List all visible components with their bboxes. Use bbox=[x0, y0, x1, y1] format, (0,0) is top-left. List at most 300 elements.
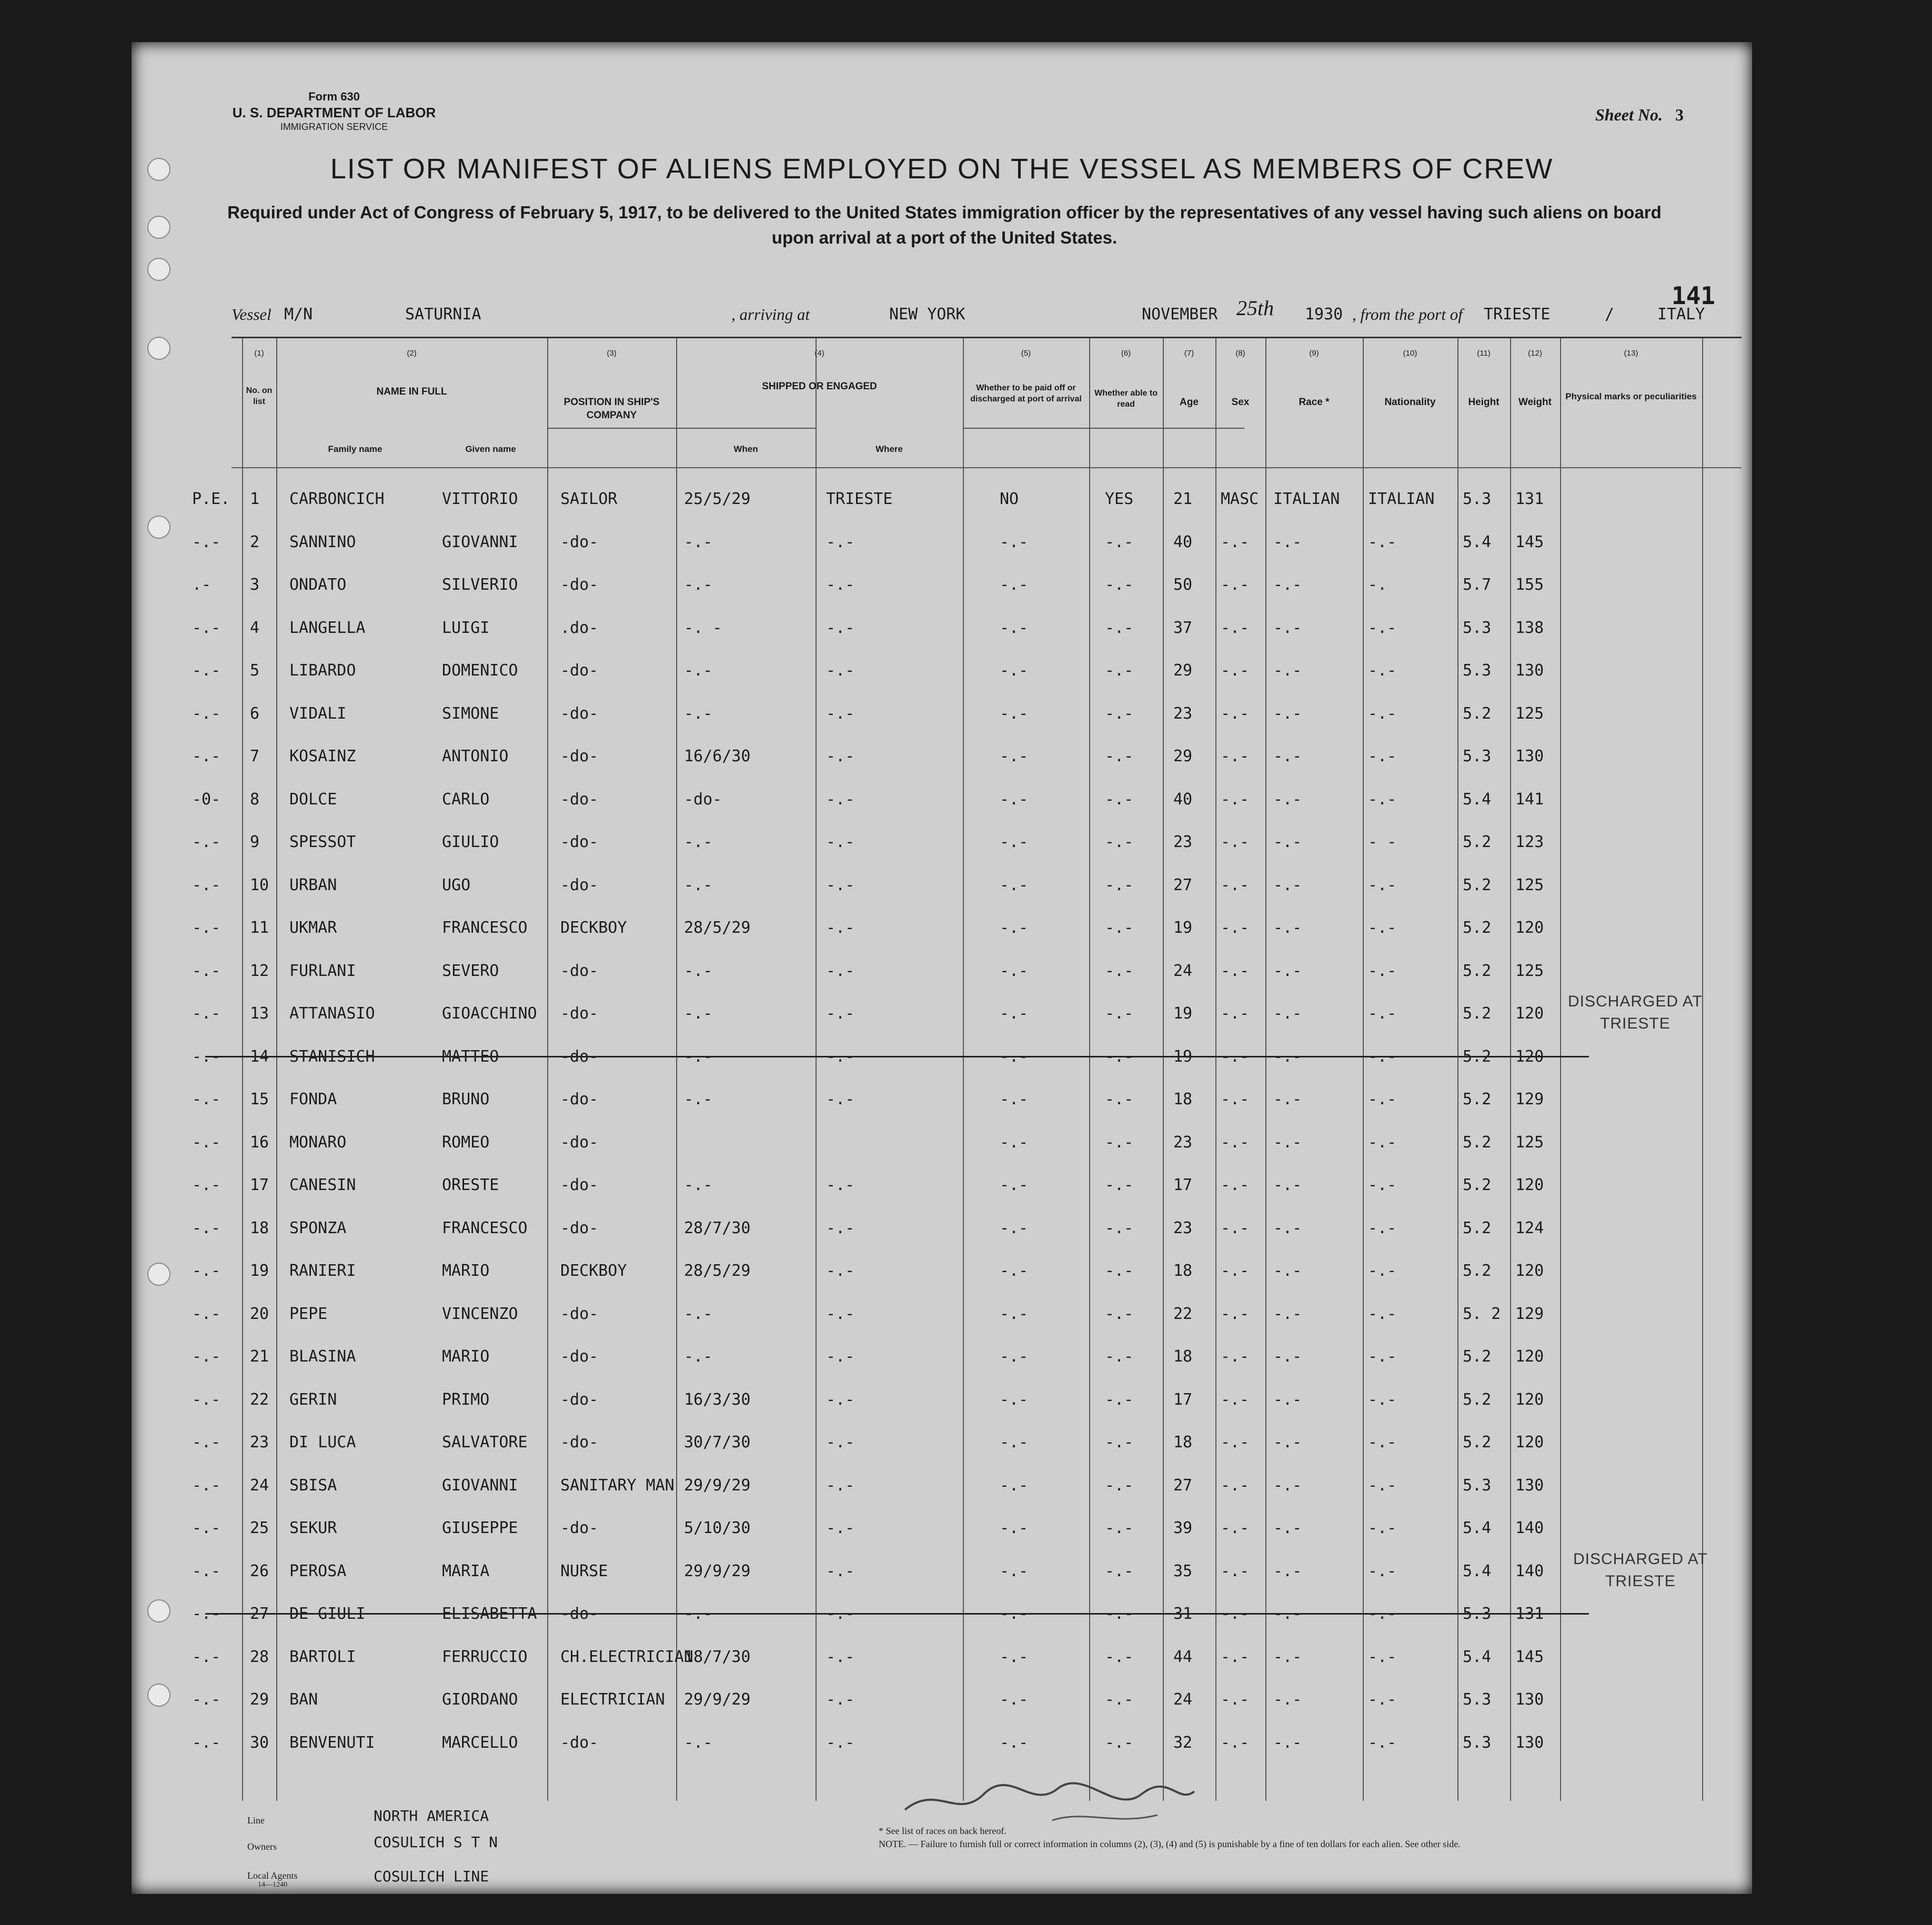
col-header-given: Given name bbox=[465, 444, 516, 454]
able-to-read: -.- bbox=[1105, 1304, 1134, 1323]
table-row bbox=[192, 1081, 1742, 1121]
weight: 125 bbox=[1515, 961, 1544, 980]
position: -do- bbox=[560, 1004, 599, 1023]
col-num: (7) bbox=[1184, 349, 1194, 358]
arrival-day: 25th bbox=[1236, 296, 1274, 320]
row-mark: -0- bbox=[192, 790, 221, 809]
shipped-when: -.- bbox=[684, 1090, 713, 1108]
table-row bbox=[192, 1124, 1742, 1164]
paid-off: -.- bbox=[1000, 1690, 1029, 1709]
position: -do- bbox=[560, 961, 599, 980]
punch-hole bbox=[147, 1684, 170, 1707]
nationality: -.- bbox=[1368, 919, 1397, 937]
paid-off: -.- bbox=[1000, 1476, 1029, 1495]
paid-off: -.- bbox=[1000, 1090, 1029, 1108]
nationality: -.- bbox=[1368, 1390, 1397, 1409]
paid-off: -.- bbox=[1000, 1647, 1029, 1666]
weight: 123 bbox=[1515, 833, 1544, 851]
family-name: ATTANASIO bbox=[289, 1004, 375, 1023]
shipped-when: 30/7/30 bbox=[684, 1433, 751, 1452]
age: 19 bbox=[1173, 1004, 1193, 1023]
table-row bbox=[192, 995, 1742, 1035]
list-number: 4 bbox=[250, 618, 260, 637]
family-name: STANISICH bbox=[289, 1047, 375, 1066]
table-row bbox=[192, 781, 1742, 821]
list-number: 26 bbox=[250, 1561, 269, 1580]
weight: 140 bbox=[1515, 1519, 1544, 1537]
table-row bbox=[192, 1038, 1742, 1078]
race: -.- bbox=[1273, 961, 1302, 980]
nationality: -.- bbox=[1368, 1433, 1397, 1452]
table-row bbox=[192, 1509, 1742, 1549]
vessel-type: M/N bbox=[284, 305, 313, 324]
sex: MASC bbox=[1221, 490, 1259, 508]
sex: -.- bbox=[1221, 1133, 1250, 1152]
list-number: 27 bbox=[250, 1605, 269, 1623]
col-header-family: Family name bbox=[328, 444, 383, 454]
able-to-read: -.- bbox=[1105, 1519, 1134, 1537]
height: 5.2 bbox=[1463, 1218, 1492, 1237]
table-row bbox=[192, 523, 1742, 563]
position: -do- bbox=[560, 576, 599, 594]
sex: -.- bbox=[1221, 661, 1250, 680]
strike-through-line bbox=[205, 1056, 1589, 1057]
height: 5.2 bbox=[1463, 919, 1492, 937]
race-note: * See list of races on back hereof. bbox=[879, 1826, 1007, 1836]
col-header-race: Race * bbox=[1299, 397, 1330, 408]
shipped-where: -.- bbox=[826, 1176, 855, 1194]
from-port: TRIESTE bbox=[1484, 305, 1551, 324]
race: -.- bbox=[1273, 1047, 1302, 1066]
race: -.- bbox=[1273, 1561, 1302, 1580]
col-header-where: Where bbox=[876, 444, 903, 454]
able-to-read: -.- bbox=[1105, 1004, 1134, 1023]
weight: 120 bbox=[1515, 1390, 1544, 1409]
shipped-where: -.- bbox=[826, 961, 855, 980]
weight: 130 bbox=[1515, 747, 1544, 765]
shipped-when: -.- bbox=[684, 961, 713, 980]
shipped-when: 28/5/29 bbox=[684, 1262, 751, 1280]
sex: -.- bbox=[1221, 576, 1250, 594]
height: 5.3 bbox=[1463, 490, 1492, 508]
nationality: -.- bbox=[1368, 1304, 1397, 1323]
race: -.- bbox=[1273, 919, 1302, 937]
race: -.- bbox=[1273, 1605, 1302, 1623]
age: 17 bbox=[1173, 1176, 1193, 1194]
list-number: 20 bbox=[250, 1304, 269, 1323]
position: SAILOR bbox=[560, 490, 618, 508]
sex: -.- bbox=[1221, 1262, 1250, 1280]
punch-hole bbox=[147, 516, 170, 539]
family-name: LIBARDO bbox=[289, 661, 356, 680]
position: -do- bbox=[560, 1047, 599, 1066]
height: 5.2 bbox=[1463, 1047, 1492, 1066]
col-header-nationality: Nationality bbox=[1384, 397, 1436, 408]
race: -.- bbox=[1273, 833, 1302, 851]
height: 5.2 bbox=[1463, 1262, 1492, 1280]
paid-off: NO bbox=[1000, 490, 1019, 508]
row-mark: .- bbox=[192, 576, 212, 594]
punch-hole bbox=[147, 337, 170, 360]
list-number: 3 bbox=[250, 576, 260, 594]
table-row bbox=[192, 823, 1742, 863]
position: -do- bbox=[560, 1304, 599, 1323]
age: 18 bbox=[1173, 1090, 1193, 1108]
row-mark: -.- bbox=[192, 961, 221, 980]
col-num: (10) bbox=[1403, 349, 1417, 358]
list-number: 17 bbox=[250, 1176, 269, 1194]
shipped-where: -.- bbox=[826, 1433, 855, 1452]
sex: -.- bbox=[1221, 532, 1250, 551]
position: -do- bbox=[560, 1347, 599, 1366]
document-subtitle: Required under Act of Congress of February 5, 1917, to be delivered to the United States immigration officer by the representatives of any vessel having such aliens on board upon arrival at a port of the United States. bbox=[227, 203, 1662, 247]
nationality: -.- bbox=[1368, 1218, 1397, 1237]
list-number: 12 bbox=[250, 961, 269, 980]
table-row bbox=[192, 738, 1742, 778]
shipped-where: -.- bbox=[826, 1304, 855, 1323]
nationality: -.- bbox=[1368, 875, 1397, 894]
able-to-read: -.- bbox=[1105, 1047, 1134, 1066]
list-number: 25 bbox=[250, 1519, 269, 1537]
shipped-where: -.- bbox=[826, 1004, 855, 1023]
weight: 130 bbox=[1515, 1690, 1544, 1709]
height: 5.3 bbox=[1463, 661, 1492, 680]
family-name: RANIERI bbox=[289, 1262, 356, 1280]
paid-off: -.- bbox=[1000, 1047, 1029, 1066]
shipped-when: -.- bbox=[684, 661, 713, 680]
family-name: GERIN bbox=[289, 1390, 337, 1409]
height: 5.2 bbox=[1463, 1347, 1492, 1366]
given-name: LUIGI bbox=[442, 618, 490, 637]
given-name: VINCENZO bbox=[442, 1304, 518, 1323]
list-number: 11 bbox=[250, 919, 269, 937]
nationality: -.- bbox=[1368, 704, 1397, 723]
shipped-when: -. - bbox=[684, 618, 722, 637]
table-row bbox=[192, 1338, 1742, 1378]
row-mark: -.- bbox=[192, 1133, 221, 1152]
weight: 129 bbox=[1515, 1090, 1544, 1108]
age: 35 bbox=[1173, 1561, 1193, 1580]
row-mark: -.- bbox=[192, 1176, 221, 1194]
weight: 131 bbox=[1515, 1605, 1544, 1623]
race: -.- bbox=[1273, 1647, 1302, 1666]
race: -.- bbox=[1273, 1090, 1302, 1108]
table-row bbox=[192, 480, 1742, 520]
shipped-where: -.- bbox=[826, 704, 855, 723]
position: -do- bbox=[560, 1176, 599, 1194]
paid-off: -.- bbox=[1000, 1176, 1029, 1194]
department-header bbox=[229, 89, 439, 133]
shipped-when: -.- bbox=[684, 875, 713, 894]
able-to-read: -.- bbox=[1105, 1433, 1134, 1452]
manifest-footer bbox=[232, 1799, 1742, 1894]
height: 5.4 bbox=[1463, 1561, 1492, 1580]
given-name: SILVERIO bbox=[442, 576, 518, 594]
able-to-read: -.- bbox=[1105, 704, 1134, 723]
row-mark: -.- bbox=[192, 833, 221, 851]
given-name: MARIO bbox=[442, 1347, 490, 1366]
able-to-read: -.- bbox=[1105, 790, 1134, 809]
able-to-read: -.- bbox=[1105, 532, 1134, 551]
weight: 141 bbox=[1515, 790, 1544, 809]
nationality: -.- bbox=[1368, 1047, 1397, 1066]
position: -do- bbox=[560, 661, 599, 680]
given-name: ROMEO bbox=[442, 1133, 490, 1152]
row-mark: -.- bbox=[192, 1433, 221, 1452]
weight: 120 bbox=[1515, 1047, 1544, 1066]
col-num: (8) bbox=[1235, 349, 1245, 358]
height: 5.7 bbox=[1463, 576, 1492, 594]
vessel-label: Vessel bbox=[232, 305, 271, 324]
arriving-port: NEW YORK bbox=[889, 305, 965, 324]
table-row bbox=[192, 1553, 1742, 1593]
family-name: URBAN bbox=[289, 875, 337, 894]
col-header-physical-marks: Physical marks or peculiarities bbox=[1565, 391, 1697, 401]
race: -.- bbox=[1273, 790, 1302, 809]
position: SANITARY MAN bbox=[560, 1476, 675, 1495]
race: -.- bbox=[1273, 1176, 1302, 1194]
family-name: SBISA bbox=[289, 1476, 337, 1495]
paid-off: -.- bbox=[1000, 1433, 1029, 1452]
nationality: -.- bbox=[1368, 1733, 1397, 1752]
weight: 125 bbox=[1515, 704, 1544, 723]
family-name: FONDA bbox=[289, 1090, 337, 1108]
paid-off: -.- bbox=[1000, 1218, 1029, 1237]
nationality: -.- bbox=[1368, 1647, 1397, 1666]
given-name: GIULIO bbox=[442, 833, 499, 851]
race: -.- bbox=[1273, 1347, 1302, 1366]
shipped-where: -.- bbox=[826, 661, 855, 680]
able-to-read: -.- bbox=[1105, 661, 1134, 680]
list-number: 15 bbox=[250, 1090, 269, 1108]
position: -do- bbox=[560, 1218, 599, 1237]
row-mark: -.- bbox=[192, 1390, 221, 1409]
weight: 130 bbox=[1515, 1733, 1544, 1752]
sex: -.- bbox=[1221, 1605, 1250, 1623]
stamp-number: 141 bbox=[1671, 281, 1715, 310]
age: 22 bbox=[1173, 1304, 1193, 1323]
sex: -.- bbox=[1221, 1733, 1250, 1752]
nationality: - - bbox=[1368, 833, 1397, 851]
col-num: (13) bbox=[1624, 349, 1638, 358]
document-title: LIST OR MANIFEST OF ALIENS EMPLOYED ON THE VESSEL AS MEMBERS OF CREW bbox=[330, 153, 1554, 185]
family-name: ONDATO bbox=[289, 576, 347, 594]
service-name: IMMIGRATION SERVICE bbox=[280, 122, 388, 132]
shipped-where: -.- bbox=[826, 1347, 855, 1366]
family-name: PEPE bbox=[289, 1304, 328, 1323]
family-name: CANESIN bbox=[289, 1176, 356, 1194]
col-num: (9) bbox=[1309, 349, 1319, 358]
able-to-read: -.- bbox=[1105, 1476, 1134, 1495]
position: ELECTRICIAN bbox=[560, 1690, 665, 1709]
paid-off: -.- bbox=[1000, 1347, 1029, 1366]
height: 5.2 bbox=[1463, 833, 1492, 851]
col-header-sex: Sex bbox=[1231, 397, 1250, 408]
race: -.- bbox=[1273, 1733, 1302, 1752]
table-row bbox=[192, 1252, 1742, 1292]
race: -.- bbox=[1273, 875, 1302, 894]
position: -do- bbox=[560, 532, 599, 551]
family-name: SPONZA bbox=[289, 1218, 347, 1237]
shipped-where: -.- bbox=[826, 1647, 855, 1666]
sheet-label: Sheet No. bbox=[1595, 105, 1663, 124]
height: 5.3 bbox=[1463, 618, 1492, 637]
height: 5.2 bbox=[1463, 1133, 1492, 1152]
discharged-stamp bbox=[1573, 1548, 1708, 1593]
age: 27 bbox=[1173, 875, 1193, 894]
row-mark: -.- bbox=[192, 747, 221, 765]
weight: 120 bbox=[1515, 1004, 1544, 1023]
age: 19 bbox=[1173, 919, 1193, 937]
sex: -.- bbox=[1221, 961, 1250, 980]
height: 5.2 bbox=[1463, 875, 1492, 894]
race: -.- bbox=[1273, 1133, 1302, 1152]
given-name: PRIMO bbox=[442, 1390, 490, 1409]
punch-hole bbox=[147, 1263, 170, 1286]
shipped-where: -.- bbox=[826, 1262, 855, 1280]
nationality: -.- bbox=[1368, 1090, 1397, 1108]
table-row bbox=[192, 952, 1742, 992]
shipped-when: 28/7/30 bbox=[684, 1218, 751, 1237]
given-name: UGO bbox=[442, 875, 471, 894]
sex: -.- bbox=[1221, 1347, 1250, 1366]
list-number: 16 bbox=[250, 1133, 269, 1152]
sex: -.- bbox=[1221, 1047, 1250, 1066]
given-name: MARIA bbox=[442, 1561, 490, 1580]
list-number: 18 bbox=[250, 1218, 269, 1237]
given-name: ORESTE bbox=[442, 1176, 499, 1194]
weight: 120 bbox=[1515, 1347, 1544, 1366]
paid-off: -.- bbox=[1000, 1733, 1029, 1752]
able-to-read: -.- bbox=[1105, 1218, 1134, 1237]
shipped-when: -.- bbox=[684, 576, 713, 594]
sex: -.- bbox=[1221, 1433, 1250, 1452]
strike-through-line bbox=[205, 1613, 1589, 1615]
stamp-line: TRIESTE bbox=[1600, 1015, 1671, 1032]
nationality: -.- bbox=[1368, 1519, 1397, 1537]
position: -do- bbox=[560, 1390, 599, 1409]
paid-off: -.- bbox=[1000, 747, 1029, 765]
from-country: ITALY bbox=[1657, 305, 1705, 324]
nationality: -.- bbox=[1368, 1004, 1397, 1023]
given-name: ANTONIO bbox=[442, 747, 509, 765]
paid-off: -.- bbox=[1000, 875, 1029, 894]
paid-off: -.- bbox=[1000, 618, 1029, 637]
row-mark: -.- bbox=[192, 1647, 221, 1666]
stamp-line: TRIESTE bbox=[1605, 1573, 1676, 1590]
list-number: 14 bbox=[250, 1047, 269, 1066]
table-row bbox=[192, 1166, 1742, 1206]
family-name: MONARO bbox=[289, 1133, 347, 1152]
nationality: -.- bbox=[1368, 790, 1397, 809]
shipped-when: -.- bbox=[684, 1733, 713, 1752]
position: -do- bbox=[560, 1519, 599, 1537]
family-name: UKMAR bbox=[289, 919, 337, 937]
nationality: -. bbox=[1368, 576, 1387, 594]
family-name: BAN bbox=[289, 1690, 318, 1709]
position: -do- bbox=[560, 833, 599, 851]
shipped-when: 29/9/29 bbox=[684, 1690, 751, 1709]
row-mark: -.- bbox=[192, 1519, 221, 1537]
col-num: (2) bbox=[407, 349, 417, 358]
form-number: Form 630 bbox=[308, 90, 360, 103]
table-row bbox=[192, 866, 1742, 906]
weight: 129 bbox=[1515, 1304, 1544, 1323]
position: -do- bbox=[560, 747, 599, 765]
row-mark: -.- bbox=[192, 1262, 221, 1280]
sex: -.- bbox=[1221, 618, 1250, 637]
age: 37 bbox=[1173, 618, 1193, 637]
age: 44 bbox=[1173, 1647, 1193, 1666]
shipped-where: -.- bbox=[826, 1733, 855, 1752]
age: 29 bbox=[1173, 747, 1193, 765]
list-number: 24 bbox=[250, 1476, 269, 1495]
position: -do- bbox=[560, 875, 599, 894]
paid-off: -.- bbox=[1000, 833, 1029, 851]
col-header-when: When bbox=[733, 444, 758, 454]
nationality: -.- bbox=[1368, 1690, 1397, 1709]
crew-table bbox=[192, 337, 1742, 1801]
table-row bbox=[192, 1638, 1742, 1678]
line-label: Line bbox=[247, 1815, 265, 1826]
list-number: 1 bbox=[250, 490, 260, 508]
shipped-when: 16/6/30 bbox=[684, 747, 751, 765]
family-name: SEKUR bbox=[289, 1519, 337, 1537]
sex: -.- bbox=[1221, 1218, 1250, 1237]
vessel-name: SATURNIA bbox=[405, 305, 481, 324]
shipped-when: 29/9/29 bbox=[684, 1476, 751, 1495]
able-to-read: -.- bbox=[1105, 1176, 1134, 1194]
arriving-label: , arriving at bbox=[731, 305, 810, 324]
nationality: -.- bbox=[1368, 1476, 1397, 1495]
shipped-where: -.- bbox=[826, 1090, 855, 1108]
paid-off: -.- bbox=[1000, 704, 1029, 723]
age: 21 bbox=[1173, 490, 1193, 508]
row-mark: -.- bbox=[192, 618, 221, 637]
given-name: DOMENICO bbox=[442, 661, 518, 680]
row-mark: -.- bbox=[192, 1090, 221, 1108]
punch-hole bbox=[147, 216, 170, 239]
agents-label: Local Agents bbox=[247, 1870, 298, 1881]
row-mark: -.- bbox=[192, 532, 221, 551]
col-header-weight: Weight bbox=[1518, 397, 1552, 408]
able-to-read: -.- bbox=[1105, 1347, 1134, 1366]
col-num: (1) bbox=[254, 349, 264, 358]
position: -do- bbox=[560, 1090, 599, 1108]
given-name: FRANCESCO bbox=[442, 1218, 528, 1237]
paid-off: -.- bbox=[1000, 1004, 1029, 1023]
table-row bbox=[192, 1681, 1742, 1721]
paid-off: -.- bbox=[1000, 1390, 1029, 1409]
height: 5.2 bbox=[1463, 1090, 1492, 1108]
from-label: , from the port of bbox=[1352, 305, 1463, 324]
age: 18 bbox=[1173, 1262, 1193, 1280]
col-header-read: Whether able to read bbox=[1094, 389, 1158, 409]
family-name: DI LUCA bbox=[289, 1433, 356, 1452]
height: 5.2 bbox=[1463, 1004, 1492, 1023]
able-to-read: -.- bbox=[1105, 1133, 1134, 1152]
age: 40 bbox=[1173, 790, 1193, 809]
weight: 130 bbox=[1515, 1476, 1544, 1495]
given-name: SIMONE bbox=[442, 704, 499, 723]
agents-value: COSULICH LINE bbox=[374, 1868, 489, 1885]
table-row bbox=[192, 1295, 1742, 1335]
race: -.- bbox=[1273, 661, 1302, 680]
age: 31 bbox=[1173, 1605, 1193, 1623]
weight: 124 bbox=[1515, 1218, 1544, 1237]
age: 18 bbox=[1173, 1433, 1193, 1452]
weight: 130 bbox=[1515, 661, 1544, 680]
